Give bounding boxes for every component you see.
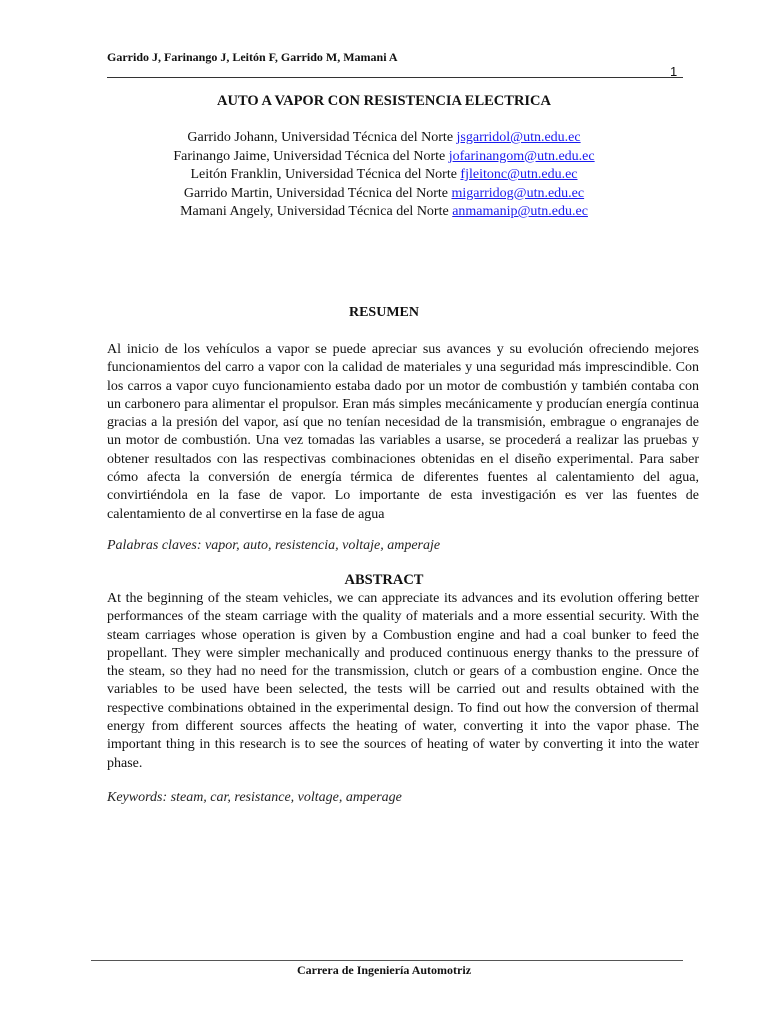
author-email-link[interactable]: jofarinangom@utn.edu.ec [448, 148, 595, 164]
resumen-paragraph: Al inicio de los vehículos a vapor se puede apreciar sus avances y su evolución ofreciendo mejores funcionamientos del carro a vapor con la calidad de materiales y una seguridad más imprescindible. Con los carros a vapor cuyo funcionamiento estaba dado por un motor de combustión y también contaba con un carbonero para alimentar el propulsor. Eran más simples mecánicamente y producían energía continua gracias a la presión del vapor, así que no tenían necesidad de la transmisión, embrague o engranajes de un motor de combustión. Una vez tomadas las variables a usarse, se procederá a realizar las pruebas y obtener resultados con las respectivas combinaciones obtenidas en el diseño experimental. Para saber cómo afecta la conversión de energía térmica de diferentes fuentes al calentamiento del agua, convirtiéndola en la fase de vapor. Lo importante de esta investigación es ver las fuentes de calentamiento de al convertirse en la fase de agua [107, 342, 699, 522]
keywords-english: Keywords: steam, car, resistance, voltage, amperage [107, 790, 402, 805]
author-affiliation: Leitón Franklin, Universidad Técnica del Norte [190, 167, 457, 182]
author-affiliation: Garrido Martin, Universidad Técnica del Norte [183, 185, 448, 201]
author-email-link[interactable]: anmamanip@utn.edu.ec [452, 204, 588, 219]
author-line [0, 166, 768, 185]
author-email-link[interactable]: jsgarridol@utn.edu.ec [456, 130, 581, 145]
author-email-link[interactable]: migarridog@utn.edu.ec [451, 185, 585, 201]
abstract-paragraph: At the beginning of the steam vehicles, we can appreciate its advances and its evolution offering better performances of the steam carriage with the quality of materials and a more essential security. With the steam carriages whose operation is given by a Combustion engine and had a coal bunker to feed the propellant. They were simpler mechanically and produced continuous energy thanks to the pressure of the steam, so they had no need for the transmission, clutch or gears of a combustion engine. Once the variables to be used have been selected, the tests will be carried out and results obtained with the respective combinations obtained in the experimental design. To find out how the conversion of thermal energy from different sources affects the heating of water, converting it into the vapor phase. The important thing in this research is to see the sources of heating of water by converting it into the water phase. [107, 591, 699, 771]
author-affiliation: Farinango Jaime, Universidad Técnica del Norte [173, 148, 446, 164]
author-affiliation: Mamani Angely, Universidad Técnica del Norte [180, 204, 449, 219]
paper-title: AUTO A VAPOR CON RESISTENCIA ELECTRICA [217, 93, 551, 109]
author-line [0, 148, 768, 167]
author-line [0, 129, 768, 148]
resumen-heading: RESUMEN [348, 305, 419, 320]
author-line [0, 185, 768, 204]
page-footer: Carrera de Ingeniería Automotriz [296, 963, 472, 977]
page-number: 1 [670, 64, 678, 79]
footer-divider [91, 960, 683, 961]
header-divider [107, 77, 683, 78]
author-line [0, 203, 768, 222]
author-email-link[interactable]: fjleitonc@utn.edu.ec [460, 167, 578, 182]
palabras-claves: Palabras claves: vapor, auto, resistencia, voltaje, amperaje [107, 538, 441, 553]
author-list [0, 129, 768, 222]
author-affiliation: Garrido Johann, Universidad Técnica del Norte [187, 130, 454, 145]
abstract-heading: ABSTRACT [344, 572, 424, 588]
running-head: Garrido J, Farinango J, Leitón F, Garrido M, Mamani A [107, 50, 398, 64]
